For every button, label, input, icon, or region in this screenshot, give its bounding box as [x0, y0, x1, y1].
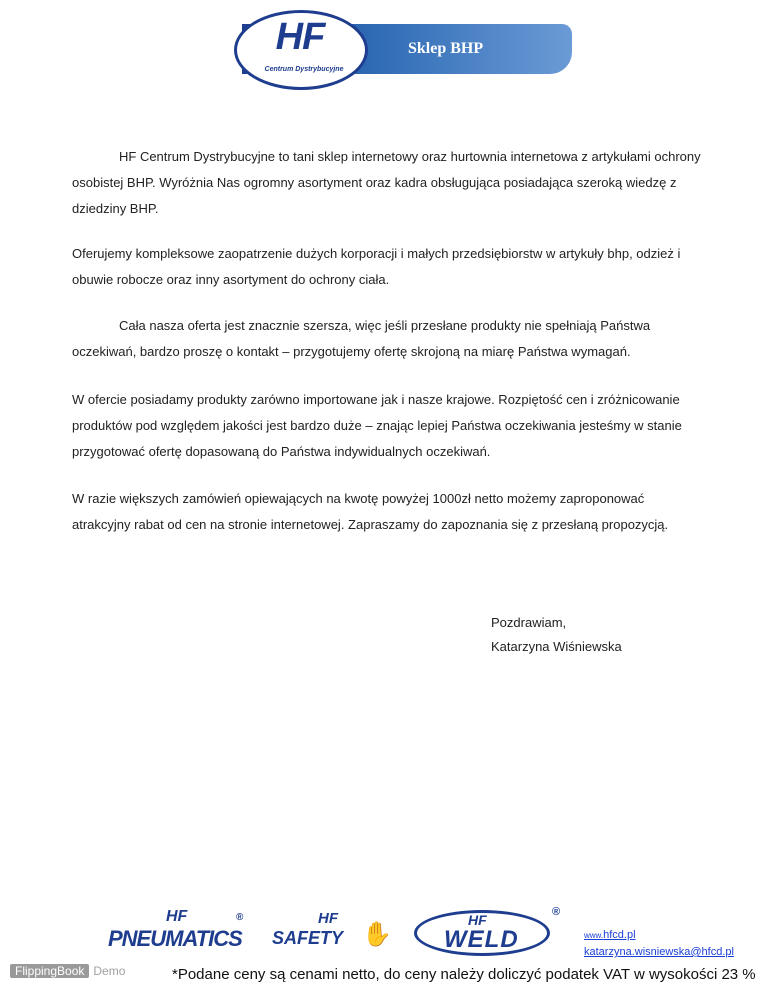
- header-banner: [182, 8, 582, 88]
- hand-icon: ✋: [362, 921, 392, 948]
- hf-safety-logo: [272, 910, 408, 954]
- hf-pneumatics-logo: [108, 910, 260, 954]
- safety-word: SAFETY: [272, 928, 344, 948]
- website-link[interactable]: [584, 929, 636, 941]
- pneumatics-hf-text: HF: [166, 908, 188, 925]
- website-domain: hfcd.pl: [603, 929, 636, 941]
- watermark-brand: FlippingBook: [10, 964, 89, 978]
- paragraph-discount: W razie większych zamówień opiewających na kwotę powyżej 1000zł netto możemy zaproponować atrakcyjny rabat od cen na stronie internetowej. Zapraszamy do zapoznania się z przesłaną propozycją.: [72, 491, 669, 532]
- registered-mark: ®: [236, 912, 244, 923]
- vat-footnote: *Podane ceny są cenami netto, do ceny należy doliczyć podatek VAT w wysokości 23 %: [172, 966, 756, 983]
- paragraph-products: W ofercie posiadamy produkty zarówno importowane jak i nasze krajowe. Rozpiętość cen i zróżnicowanie produktów pod względem jakości jest bardzo duże – znając lepiej Państwa oczekiwania jesteśmy w stanie przygotować ofertę dopasowaną do Państwa indywidualnych oczekiwań.: [72, 392, 682, 459]
- registered-mark: ®: [552, 906, 561, 918]
- flippingbook-watermark: [10, 962, 125, 980]
- safety-hf-text: HF: [318, 910, 338, 927]
- closing-greeting: Pozdrawiam,: [491, 615, 567, 630]
- signature: Katarzyna Wiśniewska: [491, 639, 622, 654]
- logo-tagline: Centrum Dystrybucyjne: [264, 66, 344, 73]
- website-prefix: www.: [584, 931, 604, 940]
- paragraph-contact: Cała nasza oferta jest znacznie szersza, więc jeśli przesłane produkty nie spełniają Państwa oczekiwań, bardzo proszę o kontakt – przygotujemy ofertę skrojoną na miarę Państwa wymagań.: [72, 318, 651, 359]
- hf-logo: HF: [275, 16, 325, 58]
- pneumatics-word: PNEUMATICS: [108, 926, 242, 951]
- hf-weld-logo: [414, 908, 564, 960]
- paragraph-intro: HF Centrum Dystrybucyjne to tani sklep internetowy oraz hurtownia internetowa z artykułami ochrony osobistej BHP. Wyróżnia Nas ogromny asortyment oraz kadra obsługująca posiadająca szeroką wiedzę z dziedziny BHP.: [72, 149, 701, 216]
- email-link[interactable]: katarzyna.wisniewska@hfcd.pl: [584, 946, 734, 958]
- weld-hf-text: HF: [468, 912, 487, 928]
- watermark-demo: Demo: [93, 964, 126, 978]
- contact-links: [584, 927, 734, 960]
- weld-word: WELD: [444, 926, 519, 953]
- banner-label: Sklep BHP: [408, 40, 484, 57]
- paragraph-offer: Oferujemy kompleksowe zaopatrzenie dużych korporacji i małych przedsiębiorstw w artykuły bhp, odzież i obuwie robocze oraz inny asortyment do ochrony ciała.: [72, 246, 681, 287]
